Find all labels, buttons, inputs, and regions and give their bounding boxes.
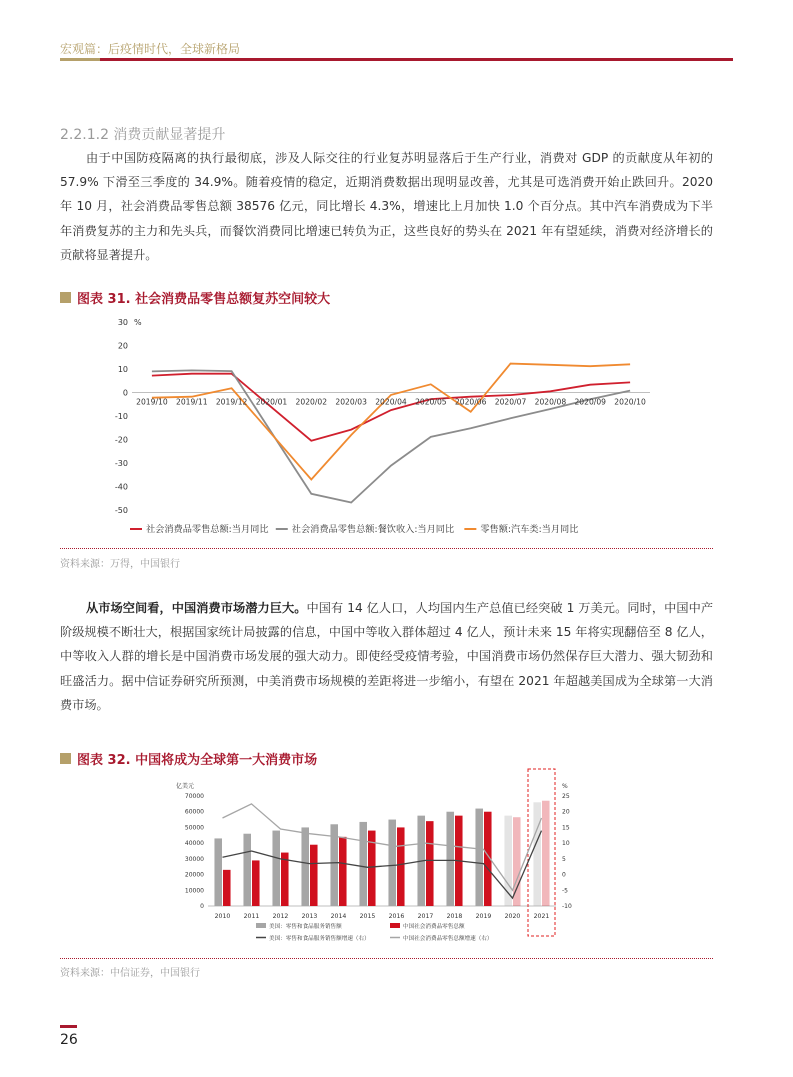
header-rule-red — [100, 58, 733, 61]
x-tick-label: 2019/12 — [215, 397, 248, 407]
x-tick-label: 2010 — [214, 913, 231, 920]
y-left-tick-label: 60000 — [184, 808, 204, 816]
y-tick-label: 10 — [117, 365, 128, 374]
x-tick-label: 2016 — [388, 913, 405, 920]
x-tick-label: 2019/11 — [175, 397, 208, 407]
x-tick-label: 2019/10 — [136, 397, 168, 407]
legend-swatch-0 — [256, 923, 266, 928]
bar-0 — [301, 827, 309, 906]
bar-0 — [475, 809, 483, 906]
figure-32-source: 资料来源：中信证券，中国银行 — [60, 968, 200, 979]
x-tick-label: 2020/06 — [454, 397, 487, 407]
growth-line-3 — [223, 804, 542, 890]
y-right-tick-label: 5 — [562, 855, 566, 863]
x-tick-label: 2020/02 — [295, 397, 328, 407]
header-rule-gold — [60, 58, 100, 61]
x-tick-label: 2021 — [533, 913, 550, 920]
bar-1 — [339, 837, 347, 906]
running-header: 宏观篇：后疫情时代，全球新格局 — [60, 42, 241, 56]
x-tick-label: 2019 — [475, 913, 492, 920]
x-tick-label: 2020 — [504, 913, 521, 920]
x-tick-label: 2020/08 — [534, 397, 567, 407]
legend-label-3: 中国社会消费品零售总额增速（右） — [403, 936, 493, 942]
y-axis-unit: % — [134, 318, 142, 327]
x-tick-label: 2018 — [446, 913, 463, 920]
x-tick-label: 2020/10 — [614, 397, 646, 407]
legend-label-2: 美国：零售和食品服务销售额增速（右） — [269, 936, 370, 942]
y-left-tick-label: 70000 — [184, 793, 204, 800]
x-tick-label: 2013 — [301, 913, 318, 920]
paragraph-market — [60, 596, 713, 717]
y-tick-label: 0 — [122, 388, 128, 398]
bar-1 — [397, 827, 405, 906]
y-right-unit: % — [562, 783, 568, 790]
chart-32-grid — [208, 769, 556, 936]
paragraph-market-body: 中国有 14 亿人口，人均国内生产总值已经突破 1 万美元。同时，中国中产阶级规模不断壮大，根据国家统计局披露的信息，中国中等收入群体超过 4 亿人，预计未来 15 年将实现翻倍至 8 亿人，中等收入人群的增长是中国消费市场发展的强大动力。即使经受疫情考验，中国消费市场仍然保存巨大潜力、强大韧劲和旺盛活力。据中信证券研究所预测，中美消费市场规模的差距将进一步缩小，有望在 2021 年超越美国成为全球第一大消费市场。 — [60, 601, 714, 712]
y-left-tick-label: 40000 — [184, 840, 204, 848]
chart-32-legend — [256, 922, 493, 942]
chart-32-lines — [223, 804, 542, 898]
y-left-tick-label: 50000 — [184, 824, 204, 832]
figure-32-title-text: 图表 32. 中国将成为全球第一大消费市场 — [77, 753, 318, 768]
legend-label-1: 社会消费品零售总额:餐饮收入:当月同比 — [291, 524, 455, 535]
bar-0 — [388, 820, 396, 906]
legend-label-0: 社会消费品零售总额:当月同比 — [146, 524, 269, 535]
x-tick-label: 2012 — [272, 913, 289, 920]
y-tick-label: -30 — [114, 459, 128, 468]
bar-1 — [542, 801, 550, 906]
figure-31-divider — [60, 548, 713, 549]
x-tick-label: 2020/09 — [574, 397, 607, 407]
page-number-bar — [60, 1025, 77, 1028]
bar-0 — [359, 822, 367, 906]
y-tick-label: -20 — [114, 435, 128, 445]
chart-31-ticks — [115, 318, 646, 515]
x-tick-label: 2020/04 — [375, 397, 407, 407]
legend-label-2: 零售额:汽车类:当月同比 — [480, 524, 579, 535]
bar-1 — [223, 870, 231, 906]
bar-0 — [272, 831, 280, 906]
paragraph-market-lead: 从市场空间看，中国消费市场潜力巨大。 — [86, 601, 307, 615]
y-right-tick-label: -5 — [562, 887, 568, 895]
page-number: 26 — [60, 1032, 78, 1048]
y-right-tick-label: 25 — [562, 793, 570, 800]
x-tick-label: 2011 — [243, 913, 260, 920]
x-tick-label: 2014 — [330, 913, 347, 920]
bar-0 — [214, 838, 222, 906]
title-marker-icon — [60, 292, 71, 303]
y-tick-label: -10 — [114, 412, 128, 421]
y-right-tick-label: 10 — [562, 840, 570, 848]
x-tick-label: 2017 — [417, 913, 434, 920]
y-right-tick-label: 0 — [562, 871, 566, 879]
y-right-tick-label: 15 — [562, 824, 570, 832]
x-tick-label: 2020/03 — [335, 397, 367, 407]
x-tick-label: 2020/01 — [255, 397, 288, 407]
y-tick-label: 20 — [117, 341, 128, 351]
y-tick-label: 30 — [117, 318, 128, 327]
chart-31 — [100, 312, 660, 544]
legend-swatch-1 — [390, 923, 400, 928]
bar-1 — [252, 860, 260, 906]
figure-31-title — [60, 288, 330, 307]
title-marker-icon — [60, 753, 71, 764]
y-tick-label: -50 — [114, 506, 128, 515]
y-left-unit: 亿美元 — [176, 783, 195, 790]
bar-1 — [310, 845, 318, 906]
y-right-tick-label: 20 — [562, 808, 570, 816]
bar-0 — [533, 802, 541, 906]
chart-32 — [170, 766, 590, 952]
y-right-tick-label: -10 — [562, 903, 572, 910]
legend-label-1: 中国社会消费品零售总额 — [403, 924, 465, 930]
figure-31-source: 资料来源：万得，中国银行 — [60, 559, 180, 570]
chart-31-lines — [152, 364, 630, 503]
chart-31-legend — [130, 523, 578, 535]
figure-31-title-text: 图表 31. 社会消费品零售总额复苏空间较大 — [77, 292, 331, 307]
y-left-tick-label: 10000 — [184, 887, 204, 895]
x-tick-label: 2020/05 — [415, 397, 447, 407]
paragraph-consumption: 由于中国防疫隔离的执行最彻底，涉及人际交往的行业复苏明显落后于生产行业，消费对 GDP 的贡献度从年初的 57.9% 下滑至三季度的 34.9%。随着疫情的稳定，近期消费数据出现明显改善，尤其是可选消费开始止跌回升。2020 年 10 月，社会消费品零售总额 38576 亿元，同比增长 4.3%，增速比上月加快 1.0 个百分点。其中汽车消费成为下半年消费复苏的主力和先头兵，而餐饮消费同比增速已转负为正，这些良好的势头在 2021 年有望延续，消费对经济增长的贡献将显著提升。 — [60, 151, 713, 262]
section-heading: 2.2.1.2 消费贡献显著提升 — [60, 127, 226, 143]
x-tick-label: 2015 — [359, 913, 376, 920]
x-tick-label: 2020/07 — [494, 397, 527, 407]
figure-32-divider — [60, 958, 713, 959]
chart-32-bars — [214, 801, 549, 906]
y-tick-label: -40 — [114, 482, 128, 492]
y-left-tick-label: 30000 — [184, 855, 204, 863]
bar-0 — [446, 812, 454, 906]
legend-label-0: 美国：零售和食品服务销售额 — [269, 924, 342, 930]
bar-1 — [426, 821, 434, 906]
bar-0 — [243, 834, 251, 906]
series-line-2 — [152, 364, 630, 480]
y-left-tick-label: 20000 — [184, 871, 204, 879]
y-left-tick-label: 0 — [200, 903, 204, 910]
